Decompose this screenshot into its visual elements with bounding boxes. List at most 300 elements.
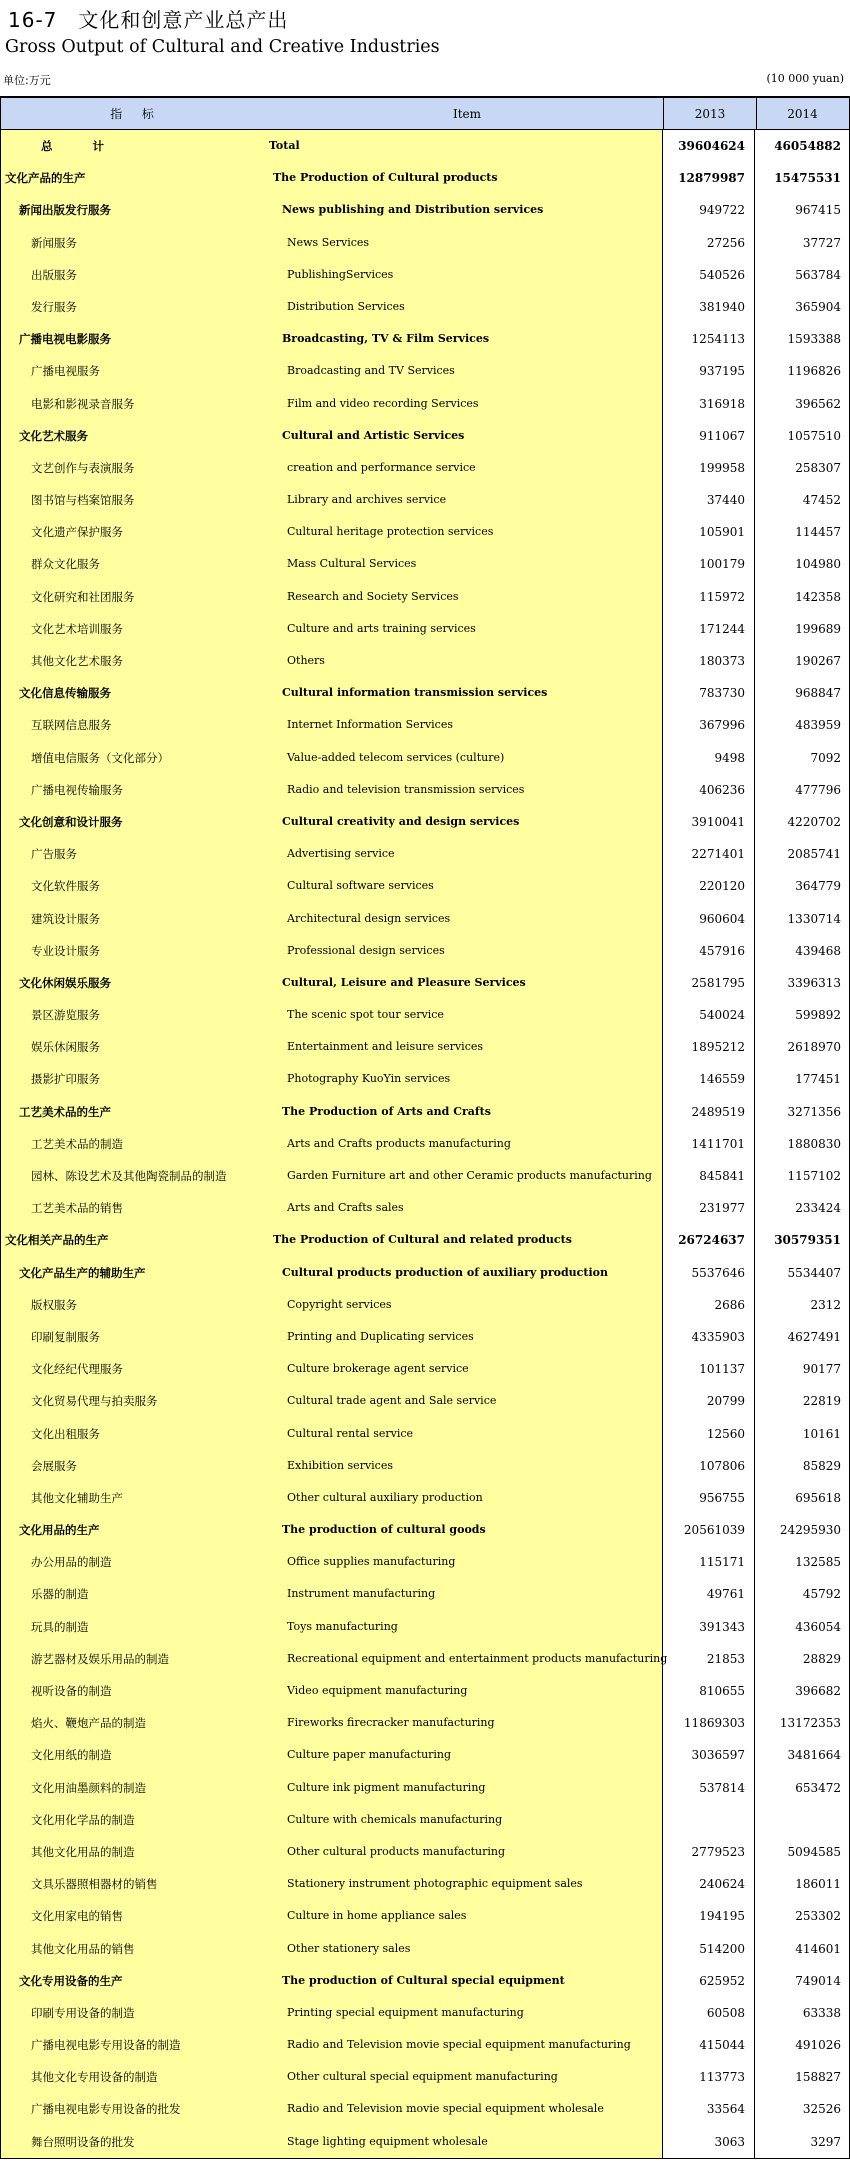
- value-2013: 2779523: [662, 1836, 755, 1868]
- value-2014: 364779: [755, 870, 850, 902]
- row-label-cell: [0, 1900, 662, 1932]
- value-2013: 115171: [662, 1546, 755, 1578]
- value-2014: 2618970: [755, 1031, 850, 1063]
- row-label-cell: [0, 2029, 662, 2061]
- row-label-cell: [0, 227, 662, 259]
- value-2014: 4627491: [755, 1321, 850, 1353]
- item-en: Radio and television transmission services: [287, 782, 525, 796]
- table-row: [0, 870, 850, 902]
- row-label-cell: [0, 1514, 662, 1546]
- value-2014: 414601: [755, 1933, 850, 1965]
- item-en: Other cultural auxiliary production: [287, 1490, 483, 1504]
- indicator-cn: 其他文化专用设备的制造: [31, 2070, 158, 2085]
- table-row: [0, 1160, 850, 1192]
- indicator-cn: 其他文化辅助生产: [31, 1490, 123, 1505]
- table-row: [0, 1836, 850, 1868]
- item-en: Arts and Crafts products manufacturing: [287, 1136, 511, 1150]
- value-2013: 12879987: [662, 162, 755, 194]
- row-label-cell: [0, 2126, 662, 2158]
- item-en: Architectural design services: [287, 911, 451, 925]
- row-label-cell: [0, 548, 662, 580]
- value-2013: 100179: [662, 548, 755, 580]
- value-2014: 177451: [755, 1063, 850, 1095]
- item-en: Total: [269, 139, 300, 152]
- item-en: PublishingServices: [287, 267, 394, 281]
- value-2013: 845841: [662, 1160, 755, 1192]
- value-2013: 3910041: [662, 806, 755, 838]
- value-2013: 39604624: [662, 130, 755, 162]
- table-row: [0, 935, 850, 967]
- value-2014: 142358: [755, 581, 850, 613]
- value-2013: 3036597: [662, 1739, 755, 1771]
- table-row: [0, 227, 850, 259]
- value-2014: [755, 1804, 850, 1836]
- value-2014: 4220702: [755, 806, 850, 838]
- table-row: [0, 1997, 850, 2029]
- indicator-cn: 互联网信息服务: [31, 718, 112, 733]
- item-en: Cultural and Artistic Services: [282, 428, 465, 442]
- row-label-cell: [0, 1611, 662, 1643]
- value-2014: 3481664: [755, 1739, 850, 1771]
- row-label-cell: [0, 291, 662, 323]
- row-label-cell: [0, 1739, 662, 1771]
- item-en: Research and Society Services: [287, 589, 459, 603]
- table-row: [0, 420, 850, 452]
- item-en: Printing and Duplicating services: [287, 1329, 474, 1343]
- table-row: [0, 548, 850, 580]
- value-2014: 47452: [755, 484, 850, 516]
- indicator-cn: 文化经纪代理服务: [31, 1362, 123, 1377]
- table-row: [0, 2093, 850, 2125]
- header-item: Item: [452, 107, 482, 121]
- indicator-cn: 印刷复制服务: [31, 1329, 100, 1344]
- value-2014: 22819: [755, 1385, 850, 1417]
- item-en: Cultural creativity and design services: [282, 814, 520, 828]
- value-2013: 625952: [662, 1965, 755, 1997]
- item-en: News publishing and Distribution services: [282, 203, 544, 217]
- table-row: [0, 1289, 850, 1321]
- row-label-cell: [0, 1482, 662, 1514]
- table-row: [0, 1578, 850, 1610]
- item-en: Cultural trade agent and Sale service: [287, 1394, 497, 1408]
- value-2014: 63338: [755, 1997, 850, 2029]
- indicator-cn: 文化用纸的制造: [31, 1748, 112, 1763]
- value-2013: 540526: [662, 259, 755, 291]
- value-2013: 26724637: [662, 1224, 755, 1256]
- value-2014: 1157102: [755, 1160, 850, 1192]
- value-2013: 115972: [662, 581, 755, 613]
- value-2013: 171244: [662, 613, 755, 645]
- table-title-cn: 16-7 文化和创意产业总产出: [8, 8, 289, 32]
- value-2014: 24295930: [755, 1514, 850, 1546]
- indicator-cn: 出版服务: [31, 267, 77, 282]
- value-2013: 960604: [662, 903, 755, 935]
- indicator-cn: 文化信息传输服务: [19, 686, 111, 701]
- row-label-cell: [0, 903, 662, 935]
- indicator-cn: 娱乐休闲服务: [31, 1040, 100, 1055]
- row-label-cell: [0, 1096, 662, 1128]
- value-2014: 483959: [755, 709, 850, 741]
- row-label-cell: [0, 162, 662, 194]
- item-en: Culture ink pigment manufacturing: [287, 1780, 486, 1794]
- item-en: Others: [287, 654, 325, 667]
- indicator-cn: 广告服务: [31, 847, 77, 862]
- table-row: [0, 1031, 850, 1063]
- table-row: [0, 774, 850, 806]
- value-2013: 11869303: [662, 1707, 755, 1739]
- row-label-cell: [0, 774, 662, 806]
- table-row: [0, 1063, 850, 1095]
- table-row: [0, 677, 850, 709]
- row-label-cell: [0, 999, 662, 1031]
- value-2014: 15475531: [755, 162, 850, 194]
- value-2013: 4335903: [662, 1321, 755, 1353]
- table-row: [0, 1128, 850, 1160]
- table-row: [0, 2126, 850, 2158]
- value-2014: 5534407: [755, 1257, 850, 1289]
- value-2013: 783730: [662, 677, 755, 709]
- item-en: Culture and arts training services: [287, 621, 476, 635]
- indicator-cn: 文化出租服务: [31, 1426, 100, 1441]
- row-label-cell: [0, 1418, 662, 1450]
- table-row: [0, 1321, 850, 1353]
- table-row: [0, 709, 850, 741]
- indicator-cn: 工艺美术品的生产: [19, 1104, 111, 1119]
- row-label-cell: [0, 2061, 662, 2093]
- row-label-cell: [0, 1353, 662, 1385]
- value-2014: 186011: [755, 1868, 850, 1900]
- value-2013: 60508: [662, 1997, 755, 2029]
- value-2013: 27256: [662, 227, 755, 259]
- row-label-cell: [0, 1063, 662, 1095]
- value-2013: 220120: [662, 870, 755, 902]
- indicator-cn: 文化遗产保护服务: [31, 525, 123, 540]
- indicator-cn: 其他文化用品的销售: [31, 1941, 135, 1956]
- row-label-cell: [0, 1707, 662, 1739]
- indicator-cn: 文具乐器照相器材的销售: [31, 1877, 158, 1892]
- row-label-cell: [0, 1546, 662, 1578]
- value-2014: 2312: [755, 1289, 850, 1321]
- indicator-cn: 电影和影视录音服务: [31, 396, 135, 411]
- row-label-cell: [0, 1804, 662, 1836]
- table-row: [0, 355, 850, 387]
- unit-label-cn: 单位:万元: [3, 74, 51, 87]
- table-row: [0, 1096, 850, 1128]
- indicator-cn: 景区游览服务: [31, 1008, 100, 1023]
- table-row: [0, 581, 850, 613]
- indicator-cn: 建筑设计服务: [31, 911, 100, 926]
- table-row: [0, 1739, 850, 1771]
- item-en: Arts and Crafts sales: [287, 1201, 404, 1215]
- table-row: [0, 1192, 850, 1224]
- value-2014: 749014: [755, 1965, 850, 1997]
- item-en: Advertising service: [287, 847, 395, 861]
- table-title-en: Gross Output of Cultural and Creative Industries: [5, 37, 440, 57]
- value-2014: 32526: [755, 2093, 850, 2125]
- item-en: The production of Cultural special equipment: [282, 1973, 565, 1987]
- row-label-cell: [0, 1836, 662, 1868]
- value-2014: 396562: [755, 388, 850, 420]
- row-label-cell: [0, 870, 662, 902]
- item-en: Internet Information Services: [287, 718, 453, 732]
- row-label-cell: [0, 484, 662, 516]
- value-2014: 653472: [755, 1772, 850, 1804]
- table-row: [0, 323, 850, 355]
- value-2013: 2686: [662, 1289, 755, 1321]
- row-label-cell: [0, 1224, 662, 1256]
- item-en: Entertainment and leisure services: [287, 1040, 484, 1054]
- indicator-cn: 文化休闲娱乐服务: [19, 975, 111, 990]
- value-2013: 146559: [662, 1063, 755, 1095]
- indicator-cn: 文化用品的生产: [19, 1523, 100, 1538]
- table-row: [0, 903, 850, 935]
- item-en: Cultural rental service: [287, 1426, 414, 1440]
- value-2014: 13172353: [755, 1707, 850, 1739]
- table-row: [0, 291, 850, 323]
- value-2014: 1880830: [755, 1128, 850, 1160]
- indicator-cn: 工艺美术品的销售: [31, 1201, 123, 1216]
- table-row: [0, 1257, 850, 1289]
- row-label-cell: [0, 452, 662, 484]
- row-label-cell: [0, 1965, 662, 1997]
- table-row: [0, 1868, 850, 1900]
- header-2013: 2013: [663, 98, 757, 130]
- item-en: Office supplies manufacturing: [287, 1555, 456, 1569]
- row-label-cell: [0, 1643, 668, 1675]
- table-row: [0, 1385, 850, 1417]
- indicator-cn: 文化用家电的销售: [31, 1909, 123, 1924]
- value-2013: 37440: [662, 484, 755, 516]
- value-2014: 233424: [755, 1192, 850, 1224]
- item-en: Culture with chemicals manufacturing: [287, 1812, 503, 1826]
- value-2014: 396682: [755, 1675, 850, 1707]
- value-2013: 381940: [662, 291, 755, 323]
- indicator-cn: 文化用化学品的制造: [31, 1812, 135, 1827]
- item-en: Professional design services: [287, 943, 445, 957]
- value-2014: 190267: [755, 645, 850, 677]
- item-en: Garden Furniture art and other Ceramic products manufacturing: [287, 1169, 652, 1182]
- row-label-cell: [0, 1933, 662, 1965]
- value-2013: 514200: [662, 1933, 755, 1965]
- table-row: [0, 516, 850, 548]
- value-2014: 3271356: [755, 1096, 850, 1128]
- table-row: [0, 259, 850, 291]
- indicator-cn: 工艺美术品的制造: [31, 1136, 123, 1151]
- value-2013: 240624: [662, 1868, 755, 1900]
- table-row: [0, 1482, 850, 1514]
- item-en: Culture paper manufacturing: [287, 1748, 452, 1762]
- value-2013: 113773: [662, 2061, 755, 2093]
- row-label-cell: [0, 1257, 662, 1289]
- item-en: News Services: [287, 235, 370, 249]
- value-2014: 477796: [755, 774, 850, 806]
- indicator-cn: 广播电视电影专用设备的批发: [31, 2102, 181, 2117]
- indicator-cn: 增值电信服务（文化部分）: [31, 750, 169, 765]
- table-row: [0, 1546, 850, 1578]
- table-row: [0, 1450, 850, 1482]
- item-en: Other cultural special equipment manufacturing: [287, 2070, 558, 2084]
- table-row: [0, 162, 850, 194]
- row-label-cell: [0, 967, 662, 999]
- indicator-cn: 文化用油墨颜料的制造: [31, 1780, 146, 1795]
- indicator-cn: 玩具的制造: [31, 1619, 89, 1634]
- row-label-cell: [0, 1578, 662, 1610]
- row-label-cell: [0, 355, 662, 387]
- value-2014: 1330714: [755, 903, 850, 935]
- item-en: Culture brokerage agent service: [287, 1362, 469, 1376]
- value-2014: 1057510: [755, 420, 850, 452]
- item-en: Mass Cultural Services: [287, 557, 417, 571]
- indicator-cn: 文化专用设备的生产: [19, 1973, 123, 1988]
- value-2014: 3297: [755, 2126, 850, 2158]
- table-row: [0, 1418, 850, 1450]
- row-label-cell: [0, 742, 662, 774]
- item-en: Video equipment manufacturing: [287, 1684, 468, 1697]
- indicator-cn: 摄影扩印服务: [31, 1072, 100, 1087]
- indicator-cn: 文化软件服务: [31, 879, 100, 894]
- value-2013: 3063: [662, 2126, 755, 2158]
- item-en: Library and archives service: [287, 493, 447, 507]
- item-en: Value-added telecom services (culture): [287, 750, 505, 764]
- value-2014: 28829: [755, 1643, 850, 1675]
- value-2013: 231977: [662, 1192, 755, 1224]
- table-row: [0, 194, 850, 226]
- value-2014: 563784: [755, 259, 850, 291]
- value-2013: 49761: [662, 1578, 755, 1610]
- value-2013: 537814: [662, 1772, 755, 1804]
- value-2014: 10161: [755, 1418, 850, 1450]
- row-label-cell: [0, 1128, 662, 1160]
- value-2014: 365904: [755, 291, 850, 323]
- value-2013: 406236: [662, 774, 755, 806]
- row-label-cell: [0, 259, 662, 291]
- value-2013: 194195: [662, 1900, 755, 1932]
- row-label-cell: [0, 1031, 662, 1063]
- value-2013: 180373: [662, 645, 755, 677]
- item-en: Cultural, Leisure and Pleasure Services: [282, 975, 526, 989]
- item-en: Cultural software services: [287, 879, 434, 893]
- item-en: Printing special equipment manufacturing: [287, 2005, 524, 2019]
- indicator-cn: 广播电视电影服务: [19, 332, 111, 347]
- value-2014: 114457: [755, 516, 850, 548]
- row-label-cell: [0, 1321, 662, 1353]
- value-2014: 46054882: [755, 130, 850, 162]
- row-label-cell: [0, 613, 662, 645]
- value-2014: 104980: [755, 548, 850, 580]
- indicator-cn: 文化产品的生产: [5, 171, 86, 186]
- value-2014: 7092: [755, 742, 850, 774]
- value-2013: 20799: [662, 1385, 755, 1417]
- value-2014: 436054: [755, 1611, 850, 1643]
- indicator-cn: 游艺器材及娱乐用品的制造: [31, 1651, 169, 1666]
- table-header: [0, 96, 850, 130]
- row-label-cell: [0, 516, 662, 548]
- row-label-cell: [0, 2093, 662, 2125]
- value-2013: 2489519: [662, 1096, 755, 1128]
- indicator-cn: 文化相关产品的生产: [5, 1233, 109, 1248]
- value-2014: 37727: [755, 227, 850, 259]
- table-row: [0, 806, 850, 838]
- indicator-cn: 图书馆与档案馆服务: [31, 493, 135, 508]
- value-2014: 967415: [755, 194, 850, 226]
- output-table: [0, 96, 850, 2159]
- item-en: The production of cultural goods: [282, 1523, 486, 1537]
- value-2014: 1593388: [755, 323, 850, 355]
- item-en: creation and performance service: [287, 460, 476, 474]
- row-label-cell: [0, 1997, 662, 2029]
- value-2013: 911067: [662, 420, 755, 452]
- row-label-cell: [0, 323, 662, 355]
- table-row: [0, 1707, 850, 1739]
- value-2013: 457916: [662, 935, 755, 967]
- table-bottom-rule: [0, 2158, 850, 2159]
- value-2014: 491026: [755, 2029, 850, 2061]
- row-label-cell: [0, 1772, 662, 1804]
- item-en: Stage lighting equipment wholesale: [287, 2134, 488, 2148]
- header-2014: 2014: [787, 107, 818, 121]
- row-label-cell: [0, 581, 662, 613]
- item-en: Stationery instrument photographic equipment sales: [287, 1877, 583, 1891]
- table-row: [0, 1675, 850, 1707]
- row-label-cell: [0, 1192, 662, 1224]
- table-row: [0, 388, 850, 420]
- item-en: Fireworks firecracker manufacturing: [287, 1716, 495, 1730]
- value-2013: 949722: [662, 194, 755, 226]
- item-en: Instrument manufacturing: [287, 1587, 436, 1601]
- indicator-cn: 文化创意和设计服务: [19, 814, 123, 829]
- item-en: Toys manufacturing: [287, 1619, 398, 1633]
- indicator-cn: 印刷专用设备的制造: [31, 2005, 135, 2020]
- item-en: Radio and Television movie special equipment manufacturing: [287, 2038, 631, 2052]
- value-2014: 695618: [755, 1482, 850, 1514]
- table-row: [0, 2061, 850, 2093]
- table-row: [0, 645, 850, 677]
- item-en: Other stationery sales: [287, 1941, 411, 1955]
- indicator-cn: 其他文化用品的制造: [31, 1844, 135, 1859]
- row-label-cell: [0, 194, 662, 226]
- value-2014: 2085741: [755, 838, 850, 870]
- value-2014: 30579351: [755, 1224, 850, 1256]
- item-en: Cultural heritage protection services: [287, 525, 494, 539]
- table-row: [0, 1804, 850, 1836]
- indicator-cn: 版权服务: [31, 1297, 77, 1312]
- value-2014: 258307: [755, 452, 850, 484]
- indicator-cn: 园林、陈设艺术及其他陶瓷制品的制造: [31, 1169, 227, 1183]
- value-2014: 158827: [755, 2061, 850, 2093]
- value-2013: 937195: [662, 355, 755, 387]
- indicator-cn: 发行服务: [31, 299, 77, 314]
- row-label-cell: [0, 677, 662, 709]
- row-label-cell: [0, 388, 662, 420]
- value-2014: 45792: [755, 1578, 850, 1610]
- table-row: [0, 967, 850, 999]
- item-en: Cultural information transmission services: [282, 686, 548, 700]
- item-en: The Production of Cultural and related products: [273, 1233, 572, 1247]
- value-2013: 810655: [662, 1675, 755, 1707]
- table-row: [0, 1643, 850, 1675]
- table-row: [0, 1772, 850, 1804]
- value-2013: 101137: [662, 1353, 755, 1385]
- value-2014: 253302: [755, 1900, 850, 1932]
- header-indicator: 指 标: [110, 107, 162, 121]
- value-2013: 9498: [662, 742, 755, 774]
- value-2014: 439468: [755, 935, 850, 967]
- indicator-cn: 舞台照明设备的批发: [31, 2134, 135, 2149]
- value-2013: 33564: [662, 2093, 755, 2125]
- row-label-cell: [0, 935, 662, 967]
- value-2013: 1895212: [662, 1031, 755, 1063]
- table-row: [0, 1224, 850, 1256]
